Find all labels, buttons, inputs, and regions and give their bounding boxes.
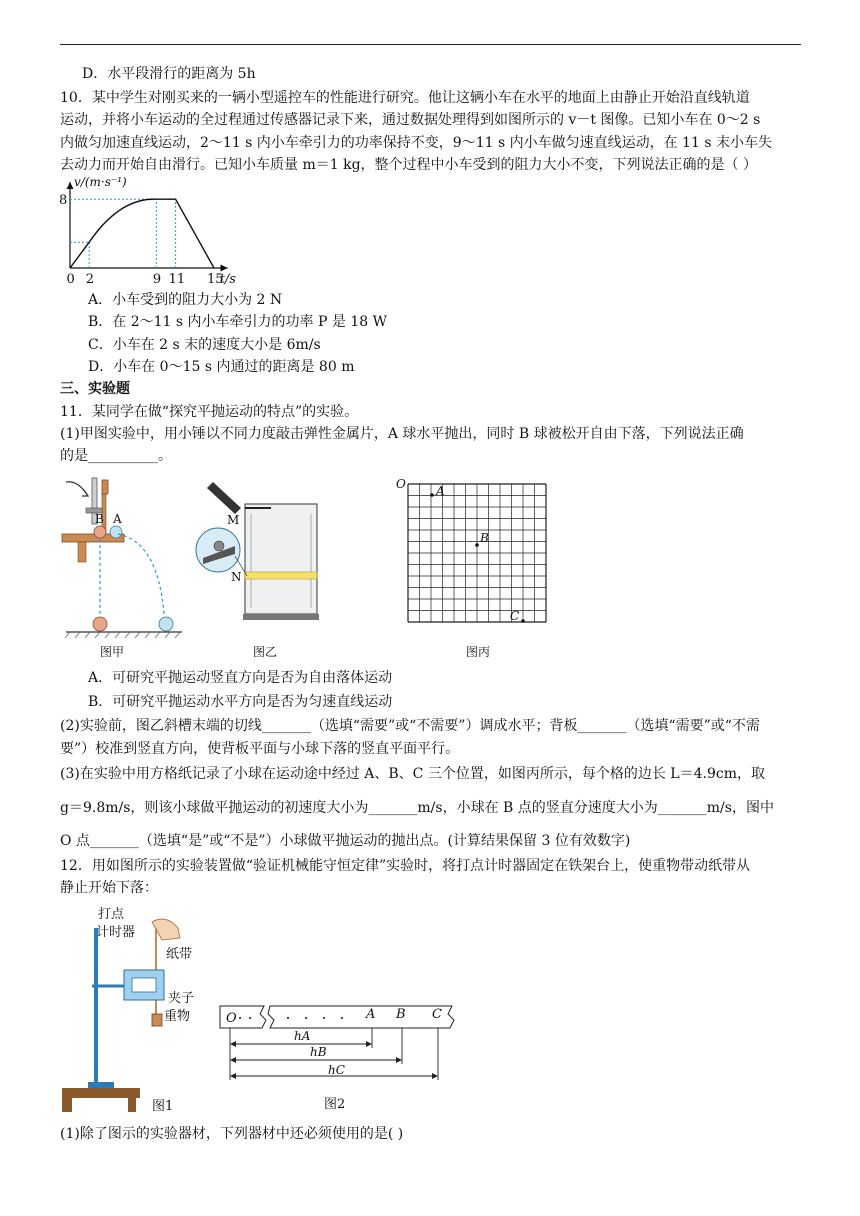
q11-part1-line1: (1)甲图实验中，用小锤以不同力度敲击弹性金属片，A 球水平抛出，同时 B 球被松开自由下落，下列说法正确 [60,426,744,442]
fig-jia-label-b: B [95,512,104,526]
fig2-label-a: A [366,1007,376,1022]
header-rule [60,44,801,45]
fig2-label-hb: hB [310,1045,327,1059]
fig2-label-b: B [396,1007,406,1022]
figure-yi [195,482,335,672]
x-tick-label: 9 [152,272,162,287]
q11-option-a: A．可研究平抛运动竖直方向是否为自由落体运动 [88,670,393,686]
q11-part3-line3: O 点_______（选填“是”或“不是”）小球做平抛运动的抛出点。(计算结果保留 3 位有效数字) [60,833,631,849]
q11-part2-line1: (2)实验前，图乙斜槽末端的切线_______（选填“需要”或“不需要”）调成水平；背板_______（选填“需要”或“不需 [60,718,760,734]
q11-stem: 11．某同学在做“探究平抛运动的特点”的实验。 [60,404,359,420]
fig-jia-label-a: A [113,512,122,526]
section-title: 三、实验题 [60,381,130,397]
q10-stem-line3: 内做匀加速直线运动，2～11 s 内小车牵引力的功率保持不变，9～11 s 内小车做匀速直线运动，在 11 s 末小车失 [60,135,772,151]
fig-bing-label-a: A [436,484,445,498]
q12-stem-line1: 12．用如图所示的实验装置做“验证机械能守恒定律”实验时，将打点计时器固定在铁架台上，使重物带动纸带从 [60,858,751,874]
q11-part2-line2: 要”）校准到竖直方向，使背板平面与小球下落的竖直平面平行。 [60,741,460,757]
figure-jia [58,472,188,662]
x-axis-label: t/s [219,272,236,287]
fig1-label-weight: 重物 [164,1009,191,1024]
fig2-label-c: C [432,1007,442,1022]
q10-option-c: C．小车在 2 s 末的速度大小是 6m/s [88,337,321,353]
fig2-label-hc: hC [328,1063,345,1077]
q11-part3-line1: (3)在实验中用方格纸记录了小球在运动途中经过 A、B、C 三个位置，如图丙所示，每个格的边长 L＝4.9cm，取 [60,766,765,782]
q12-stem-line2: 静止开始下落： [60,880,158,896]
figure-1 [62,904,212,1124]
x-tick-label: 11 [168,272,186,287]
fig-bing-label-b: B [480,531,489,545]
fig-yi-caption: 图乙 [253,645,278,659]
x-tick-label: 15 [207,272,224,287]
fig-bing-caption: 图丙 [466,645,491,659]
figure-2 [216,990,466,1120]
fig2-label-ha: hA [294,1029,311,1043]
fig1-label-tape: 纸带 [166,947,193,962]
q11-part3-line2: g＝9.8m/s，则该小球做平抛运动的初速度大小为_______m/s，小球在 B 点的竖直分速度大小为_______m/s，图中 [60,800,774,816]
vt-series-line [70,199,214,268]
fig-yi-label-n: N [231,570,242,584]
q10-option-b: B．在 2～11 s 内小车牵引力的功率 P 是 18 W [88,314,387,330]
figure-bing [392,474,552,664]
q10-stem-line4: 去动力而开始自由滑行。已知小车质量 m＝1 kg，整个过程中小车受到的阻力大小不变，下列说法正确的是（ ） [60,157,757,173]
fig-jia-caption: 图甲 [100,645,125,659]
x-tick-label: 0 [66,272,75,287]
q10-option-a: A．小车受到的阻力大小为 2 N [88,292,283,308]
q11-part1-line2: 的是__________。 [60,448,172,464]
fig-bing-label-c: C [510,609,520,623]
q11-option-b: B．可研究平抛运动水平方向是否为匀速直线运动 [88,694,393,710]
fig-bing-label-o: O [396,477,406,491]
vt-chart [56,174,236,289]
q10-stem-line2: 运动，并将小车运动的全过程通过传感器记录下来，通过数据处理得到如图所示的 v－t 图像。已知小车在 0～2 s [60,112,761,128]
fig1-label-timer2: 计时器 [96,925,136,940]
q10-option-d: D．小车在 0～15 s 内通过的距离是 80 m [88,359,355,375]
fig2-caption: 图2 [324,1097,346,1112]
q10-stem-line1: 10．某中学生对刚买来的一辆小型遥控车的性能进行研究。他让这辆小车在水平的地面上由静止开始沿直线轨道 [60,90,750,106]
fig2-label-o: O [226,1011,237,1026]
fig-yi-label-m: M [227,513,240,527]
q9-option-d: D．水平段滑行的距离为 5h [82,66,256,82]
q12-part1: (1)除了图示的实验器材，下列器材中还必须使用的是( ) [60,1126,404,1142]
fig1-label-timer1: 打点 [98,907,125,922]
x-tick-label: 2 [85,272,94,287]
y-axis-label: v/(m·s⁻¹) [74,175,127,189]
fig1-caption: 图1 [152,1099,174,1114]
y-tick-label: 8 [59,193,68,209]
fig1-label-clip: 夹子 [168,991,195,1006]
